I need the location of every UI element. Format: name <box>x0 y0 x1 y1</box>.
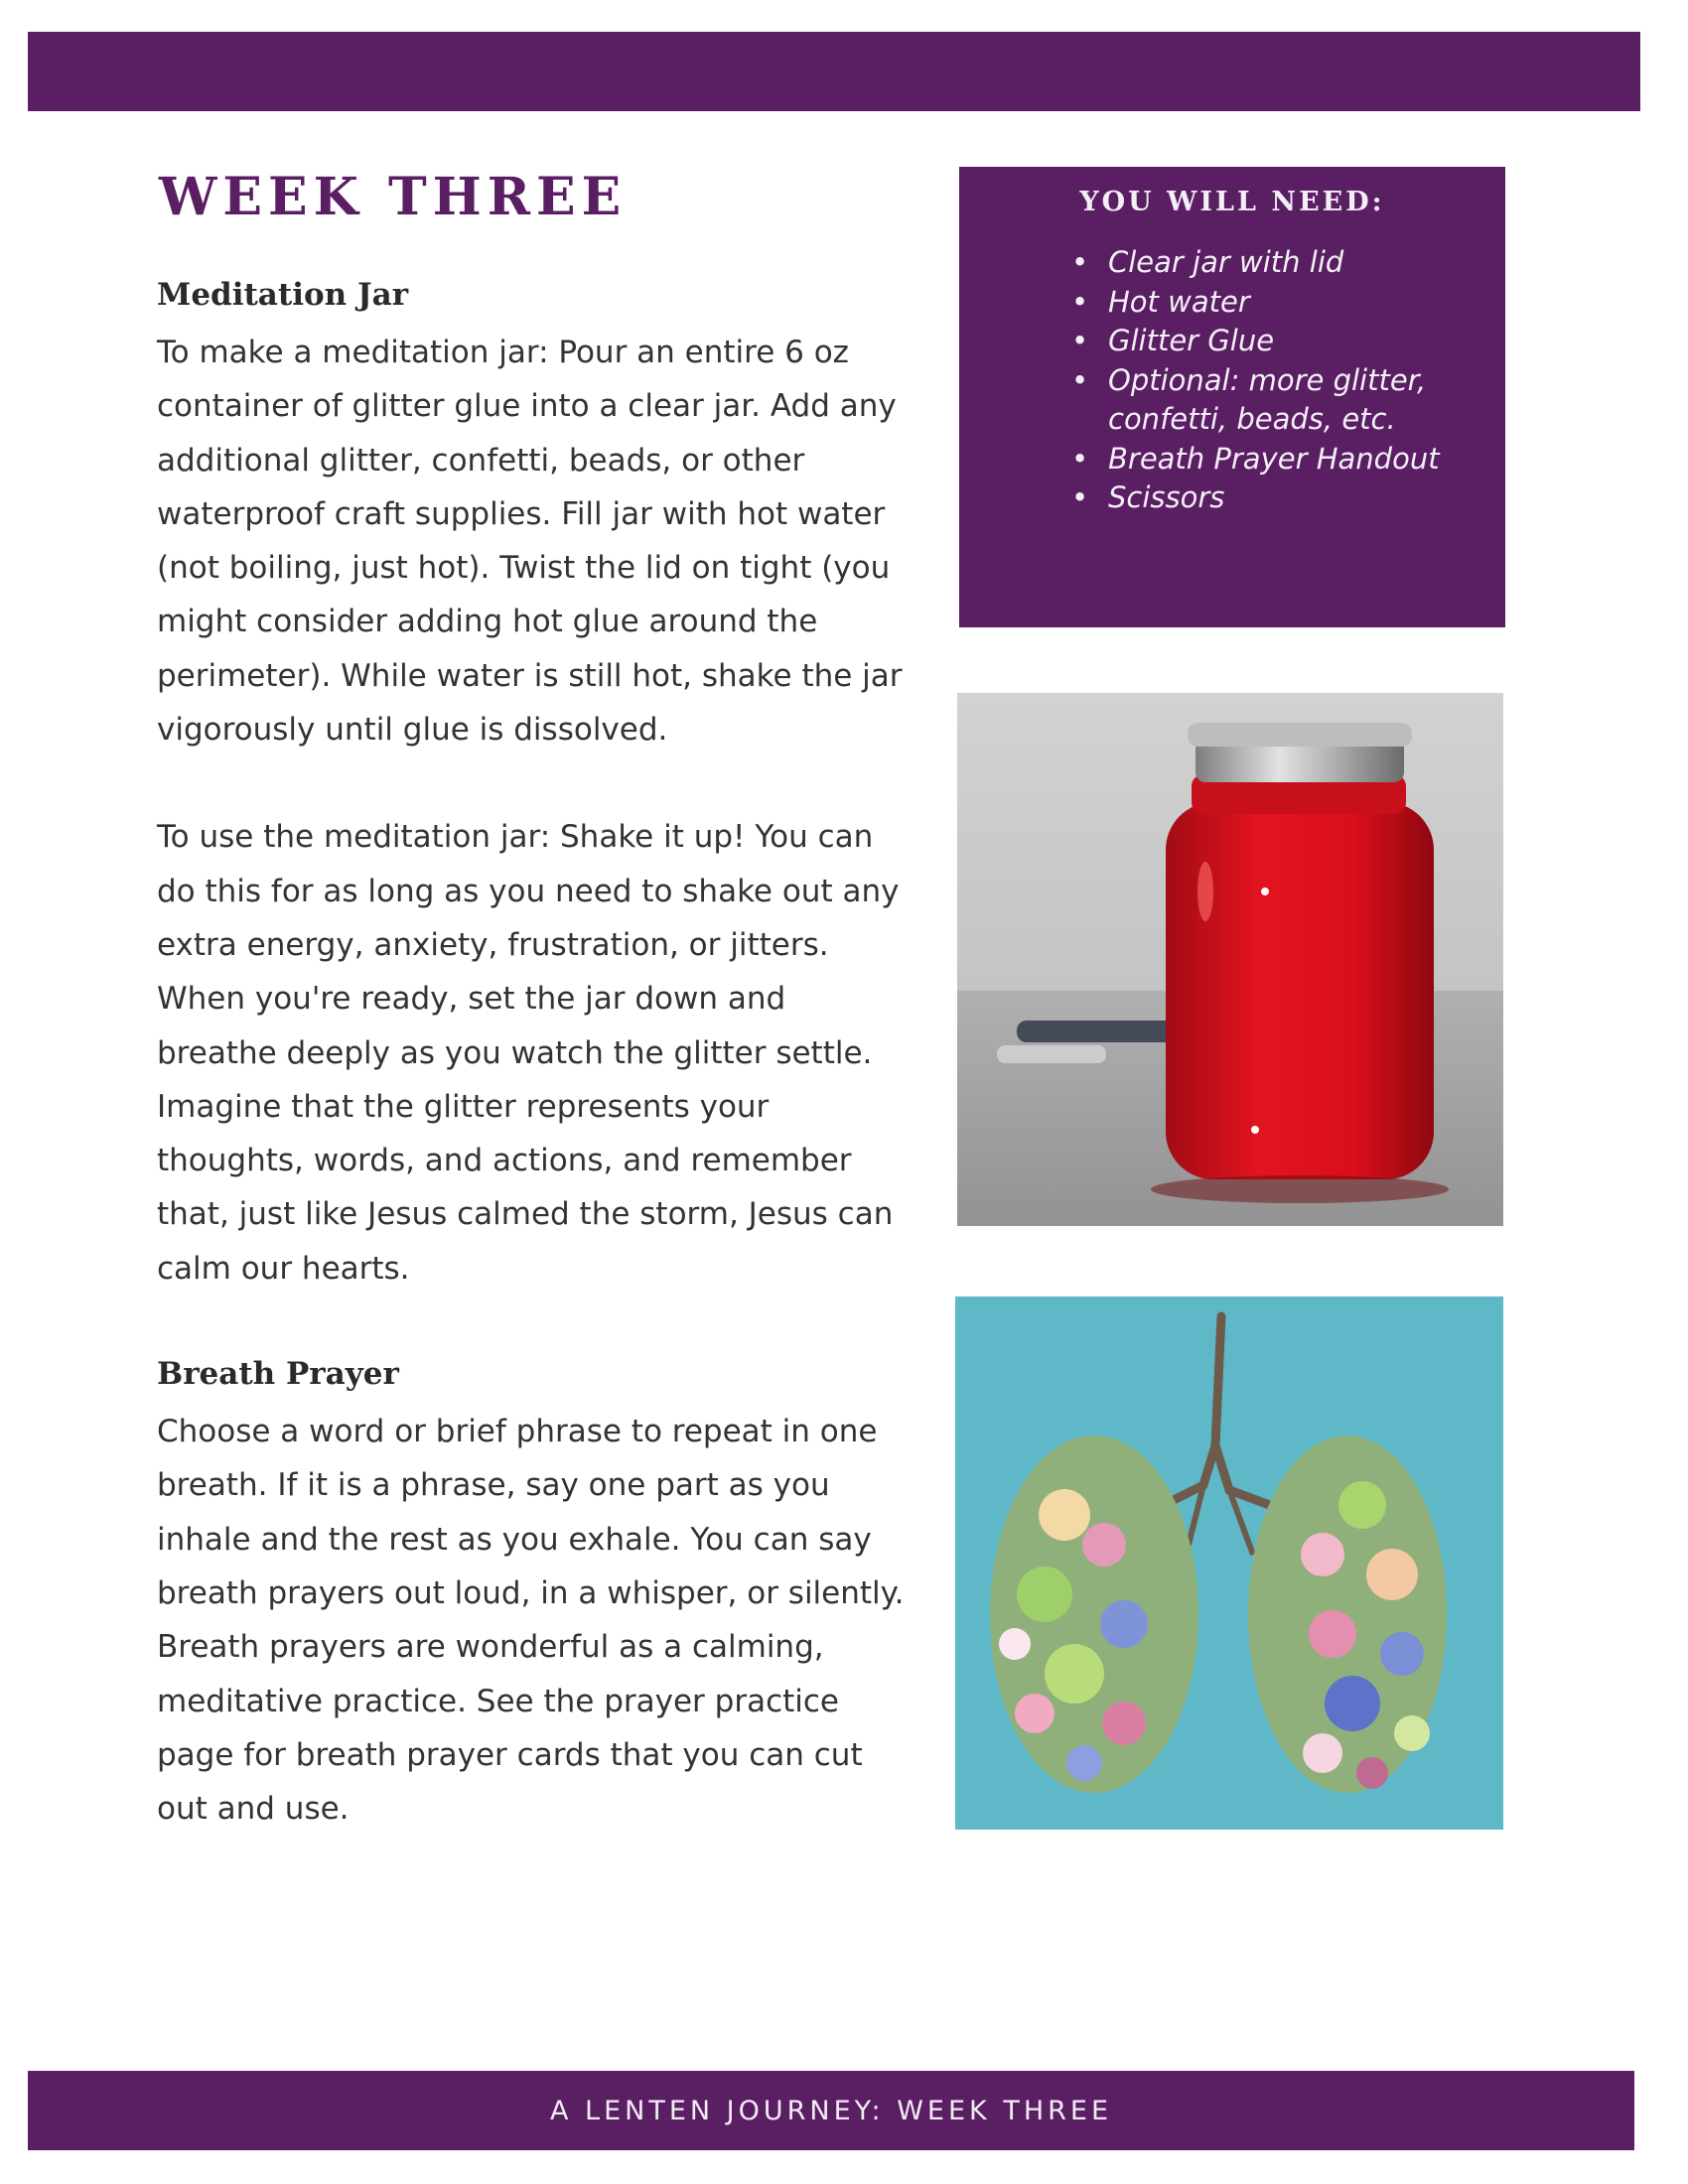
section-heading-breath-prayer: Breath Prayer <box>157 1356 399 1393</box>
meditation-jar-usage: To use the meditation jar: Shake it up! You can do this for as long as you need to shake out any extra energy, anxiety, frustration, or jitters. When you're ready, set the jar down and breathe deeply as you watch the glitter settle. Imagine that the glitter represents your thoughts, words, and actions, and remember that, just like Jesus calmed the storm, Jesus can calm our hearts. <box>157 819 900 1287</box>
meditation-jar-photo <box>957 693 1503 1226</box>
bullet-icon: • <box>1071 284 1089 319</box>
flower-lungs-photo <box>955 1297 1503 1830</box>
flower-lungs-illustration <box>955 1297 1503 1830</box>
supply-item: • Hot water <box>959 283 1505 323</box>
top-banner <box>28 32 1640 111</box>
breath-prayer-text: Choose a word or brief phrase to repeat in one breath. If it is a phrase, say one part as you inhale and the rest as you exhale. You can say breath prayers out loud, in a whisper, or silently. Breath prayers are wonderful as a calming, meditative practice. See the prayer practice page for breath prayer cards that you can cut out and use. <box>157 1414 905 1828</box>
supplies-box <box>959 167 1505 627</box>
page-title: WEEK THREE <box>159 167 628 227</box>
jar-illustration <box>957 693 1503 1226</box>
supply-item: • Breath Prayer Handout <box>959 440 1505 479</box>
footer-banner <box>28 2071 1634 2150</box>
section-heading-meditation-jar: Meditation Jar <box>157 277 409 313</box>
bullet-icon: • <box>1071 441 1089 476</box>
bullet-icon: • <box>1071 362 1089 397</box>
meditation-jar-instructions: To make a meditation jar: Pour an entire 6 oz container of glitter glue into a clear jar. Add any additional glitter, confetti, beads, or other waterproof craft supplies. Fill jar with hot water (not boiling, just hot). Twist the lid on tight (you might consider adding hot glue around the perimeter). While water is still hot, shake the jar vigorously until glue is dissolved. <box>157 335 903 749</box>
supply-item: • Scissors <box>959 478 1505 518</box>
supply-item: • Optional: more glitter, confetti, beads, etc. <box>1071 362 1427 436</box>
supply-item: • Clear jar with lid <box>959 243 1505 283</box>
supplies-heading: YOU WILL NEED: <box>1079 187 1385 217</box>
main-column <box>157 268 912 1836</box>
supplies-list <box>959 243 1505 518</box>
bullet-icon: • <box>1071 245 1089 279</box>
right-lung-flowers <box>1248 1435 1447 1793</box>
supply-item: • Glitter Glue <box>959 322 1505 361</box>
left-lung-flowers <box>990 1435 1198 1793</box>
bullet-icon: • <box>1071 480 1089 514</box>
footer-text: A LENTEN JOURNEY: WEEK THREE <box>549 2095 1113 2126</box>
bullet-icon: • <box>1071 324 1089 357</box>
